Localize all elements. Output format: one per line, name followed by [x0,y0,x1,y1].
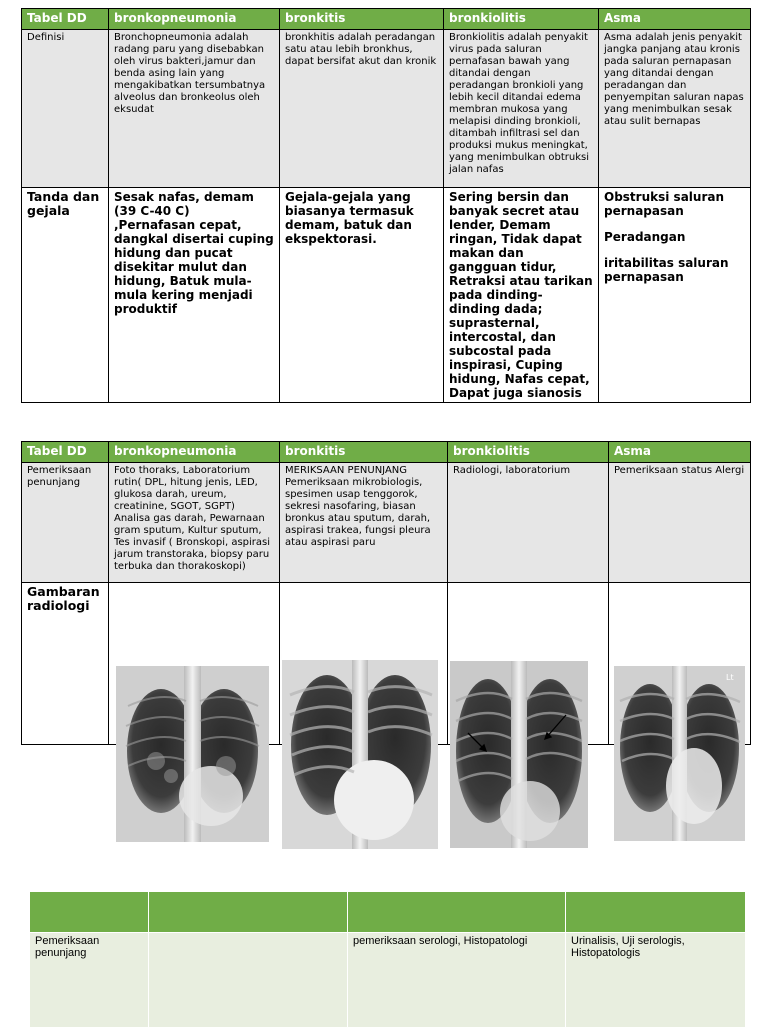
table-row-tanda-gejala [22,188,751,403]
table-row-pemeriksaan [22,463,751,583]
header-cell [348,892,566,933]
xray-asma-image [614,666,745,841]
table-row-pemeriksaan [30,933,746,1028]
cell-text: Bronkiolitis adalah penyakit virus pada saluran pernafasan bawah yang ditandai dengan peradangan bronkioli yang lebih kecil ditandai edema membran mukosa yang melapisi dinding bronkioli, ditambah infiltrasi sel dan produksi mukus meningkat, yang menimbulkan obtruksi jalan nafas [444,30,599,188]
header-cell: Asma [609,442,751,463]
header-cell: bronkitis [280,9,444,30]
header-cell [30,892,149,933]
row-label: Gambaran radiologi [22,583,109,745]
header-cell [149,892,348,933]
cell-text: Gejala-gejala yang biasanya termasuk demam, batuk dan ekspektorasi. [280,188,444,403]
table-header-row [22,442,751,463]
cell-text: Sesak nafas, demam (39 C-40 C) ,Pernafasan cepat, dangkal disertai cuping hidung dan pucat disekitar mulut dan hidung, Batuk mula-mula kering menjadi produktif [109,188,280,403]
header-cell: Tabel DD [22,9,109,30]
differential-diagnosis-table-3 [29,891,746,1028]
table-header-row [22,9,751,30]
cell-text: Pemeriksaan status Alergi [609,463,751,583]
header-cell: Asma [599,9,751,30]
cell-text: pemeriksaan serologi, Histopatologi [348,933,566,1028]
row-label: Pemeriksaan penunjang [30,933,149,1028]
xray-marker: Lt [726,673,734,682]
table-row-definisi [22,30,751,188]
cell-text: Asma adalah jenis penyakit jangka panjang atau kronis pada saluran pernapasan yang ditandai dengan peradangan dan penyempitan saluran napas yang menimbulkan sesak atau sulit bernapas [599,30,751,188]
differential-diagnosis-table-1 [21,8,751,403]
cell-asma-symptoms [599,188,751,403]
table-header-row [30,892,746,933]
cell-text: Foto thoraks, Laboratorium rutin( DPL, hitung jenis, LED, glukosa darah, ureum, creatinine, SGOT, SGPT) Analisa gas darah, Pewarnaan gram sputum, Kultur sputum, Tes invasif ( Bronskopi, aspirasi jarum transtoraka, biopsy paru terbuka dan thorakoskopi) [109,463,280,583]
header-cell: bronkopneumonia [109,442,280,463]
cell-text: Radiologi, laboratorium [448,463,609,583]
xray-bronkitis-image [282,660,438,849]
cell-text: Urinalisis, Uji serologis, Histopatologis [566,933,746,1028]
asma-symptom: Peradangan [604,230,686,244]
header-cell [566,892,746,933]
xray-bronkiolitis-image [450,661,588,848]
xray-bronkopneumonia-image [116,666,269,842]
header-cell: Tabel DD [22,442,109,463]
row-label: Pemeriksaan penunjang [22,463,109,583]
cell-text: bronkhitis adalah peradangan satu atau lebih bronkhus, dapat bersifat akut dan kronik [280,30,444,188]
cell-text: Bronchopneumonia adalah radang paru yang disebabkan oleh virus bakteri,jamur dan benda asing lain yang mengakibatkan tersumbatnya alveolus dan bronkeolus oleh eksudat [109,30,280,188]
asma-symptom: iritabilitas saluran pernapasan [604,256,729,284]
header-cell: bronkiolitis [448,442,609,463]
asma-symptom: Obstruksi saluran pernapasan [604,190,724,218]
cell-text: MERIKSAAN PENUNJANG Pemeriksaan mikrobiologis, spesimen usap tenggorok, sekresi nasofaring, biasan bronkus atau sputum, darah, aspirasi trakea, fungsi pleura atau aspirasi paru [280,463,448,583]
header-cell: bronkopneumonia [109,9,280,30]
row-label: Definisi [22,30,109,188]
header-cell: bronkitis [280,442,448,463]
cell-text: Sering bersin dan banyak secret atau lender, Demam ringan, Tidak dapat makan dan gangguan tidur, Retraksi atau tarikan pada dinding-dinding dada; suprasternal, intercostal, dan subcostal pada inspirasi, Cuping hidung, Nafas cepat, Dapat juga sianosis [444,188,599,403]
header-cell: bronkiolitis [444,9,599,30]
row-label: Tanda dan gejala [22,188,109,403]
cell-text [149,933,348,1028]
